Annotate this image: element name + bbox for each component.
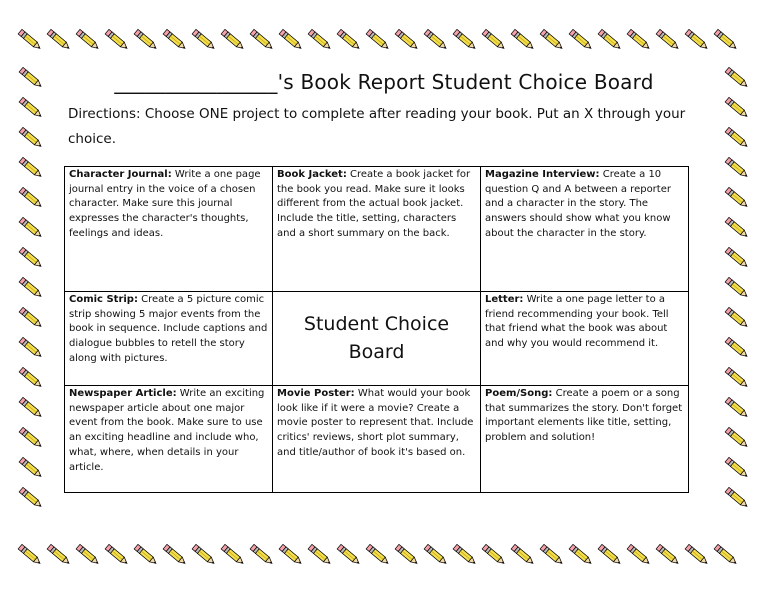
pencil-icon (725, 217, 749, 238)
pencil-icon (424, 29, 448, 50)
pencil-icon (366, 29, 390, 50)
pencil-icon (19, 397, 43, 418)
pencil-icon (424, 544, 448, 565)
pencil-icon (685, 29, 709, 50)
pencil-icon (725, 367, 749, 388)
cell-text: Create a 5 picture comic strip showing 5 major events from the book in sequence. Include captions and dialogue bubbles to retell the story along with pictures. (69, 294, 268, 364)
pencil-icon (163, 29, 187, 50)
cell-character-journal (65, 167, 273, 292)
cell-text: Create a 10 question Q and A between a reporter and a character in the story. The answers should show what you know about the character in the story. (485, 169, 671, 239)
pencil-icon (192, 544, 216, 565)
cell-magazine-interview (481, 167, 689, 292)
directions-text: Directions: Choose ONE project to complete after reading your book. Put an X through your choice. (68, 106, 686, 147)
cell-text: What would your book look like if it were a movie? Create a movie poster to represent that. Include critics' reviews, short plot summary, and title/author of book it's based on. (277, 388, 474, 458)
pencil-icon (105, 544, 129, 565)
pencil-icon (453, 29, 477, 50)
pencil-icon (250, 29, 274, 50)
pencil-icon (19, 337, 43, 358)
pencil-icon (18, 544, 42, 565)
pencil-icon (725, 397, 749, 418)
cell-text: Create a poem or a song that summarizes the story. Don't forget important elements like title, setting, problem and solution! (485, 388, 683, 444)
pencil-icon (725, 187, 749, 208)
pencil-icon (19, 127, 43, 148)
pencil-icon (685, 544, 709, 565)
pencil-icon (337, 29, 361, 50)
pencil-icon (725, 307, 749, 328)
pencil-icon (221, 544, 245, 565)
cell-label: Poem/Song: (485, 388, 553, 399)
cell-center-title (273, 292, 481, 386)
pencil-icon (656, 544, 680, 565)
pencil-icon (134, 29, 158, 50)
pencil-icon (725, 427, 749, 448)
pencil-icon (482, 29, 506, 50)
pencil-icon (18, 29, 42, 50)
cell-label: Character Journal: (69, 169, 172, 180)
pencil-icon (163, 544, 187, 565)
pencil-icon (19, 247, 43, 268)
pencil-icon (725, 457, 749, 478)
page-title: ________________'s Book Report Student Choice Board (114, 70, 654, 94)
cell-label: Newspaper Article: (69, 388, 177, 399)
pencil-icon (221, 29, 245, 50)
cell-label: Comic Strip: (69, 294, 138, 305)
pencil-icon (569, 29, 593, 50)
pencil-icon (725, 97, 749, 118)
pencil-icon (395, 544, 419, 565)
cell-book-jacket (273, 167, 481, 292)
cell-movie-poster (273, 386, 481, 493)
pencil-icon (366, 544, 390, 565)
cell-label: Book Jacket: (277, 169, 347, 180)
pencil-icon (714, 29, 738, 50)
pencil-icon (279, 29, 303, 50)
center-title-text: Student Choice Board (303, 313, 450, 363)
cell-comic-strip (65, 292, 273, 386)
cell-label: Letter: (485, 294, 524, 305)
choice-board-table (64, 166, 689, 493)
cell-label: Magazine Interview: (485, 169, 600, 180)
pencil-icon (540, 544, 564, 565)
pencil-icon (47, 544, 71, 565)
pencil-icon (725, 277, 749, 298)
pencil-icon (279, 544, 303, 565)
cell-label: Movie Poster: (277, 388, 355, 399)
pencil-icon (725, 157, 749, 178)
cell-newspaper-article (65, 386, 273, 493)
pencil-icon (19, 307, 43, 328)
pencil-icon (337, 544, 361, 565)
pencil-icon (19, 187, 43, 208)
pencil-icon (76, 544, 100, 565)
pencil-icon (725, 127, 749, 148)
pencil-icon (598, 29, 622, 50)
pencil-icon (598, 544, 622, 565)
cell-text: Write a one page journal entry in the voice of a chosen character. Make sure this journal expresses the character's thoughts, feelings and ideas. (69, 169, 261, 239)
cell-poem-song (481, 386, 689, 493)
pencil-icon (569, 544, 593, 565)
cell-text: Write a one page letter to a friend recommending your book. Tell that friend what the book was about and why you would recommend it. (485, 294, 669, 350)
pencil-icon (308, 29, 332, 50)
pencil-icon (627, 544, 651, 565)
pencil-icon (19, 457, 43, 478)
pencil-icon (395, 29, 419, 50)
pencil-icon (714, 544, 738, 565)
pencil-icon (627, 29, 651, 50)
cell-letter (481, 292, 689, 386)
pencil-icon (19, 277, 43, 298)
pencil-icon (656, 29, 680, 50)
pencil-icon (19, 217, 43, 238)
pencil-icon (19, 97, 43, 118)
pencil-icon (192, 29, 216, 50)
pencil-icon (540, 29, 564, 50)
pencil-icon (308, 544, 332, 565)
pencil-icon (250, 544, 274, 565)
cell-text: Create a book jacket for the book you read. Make sure it looks different from the actual book jacket. Include the title, setting, characters and a short summary on the back. (277, 169, 471, 239)
pencil-icon (19, 427, 43, 448)
pencil-icon (19, 157, 43, 178)
pencil-icon (725, 337, 749, 358)
pencil-icon (725, 247, 749, 268)
pencil-icon (105, 29, 129, 50)
pencil-icon (19, 487, 43, 508)
pencil-icon (725, 487, 749, 508)
pencil-icon (19, 367, 43, 388)
pencil-icon (511, 29, 535, 50)
pencil-icon (134, 544, 158, 565)
pencil-icon (453, 544, 477, 565)
cell-text: Write an exciting newspaper article about one major event from the book. Make sure to use an exciting headline and include who, what, where, when details in your article. (69, 388, 265, 473)
pencil-icon (47, 29, 71, 50)
pencil-icon (482, 544, 506, 565)
pencil-icon (76, 29, 100, 50)
pencil-icon (511, 544, 535, 565)
